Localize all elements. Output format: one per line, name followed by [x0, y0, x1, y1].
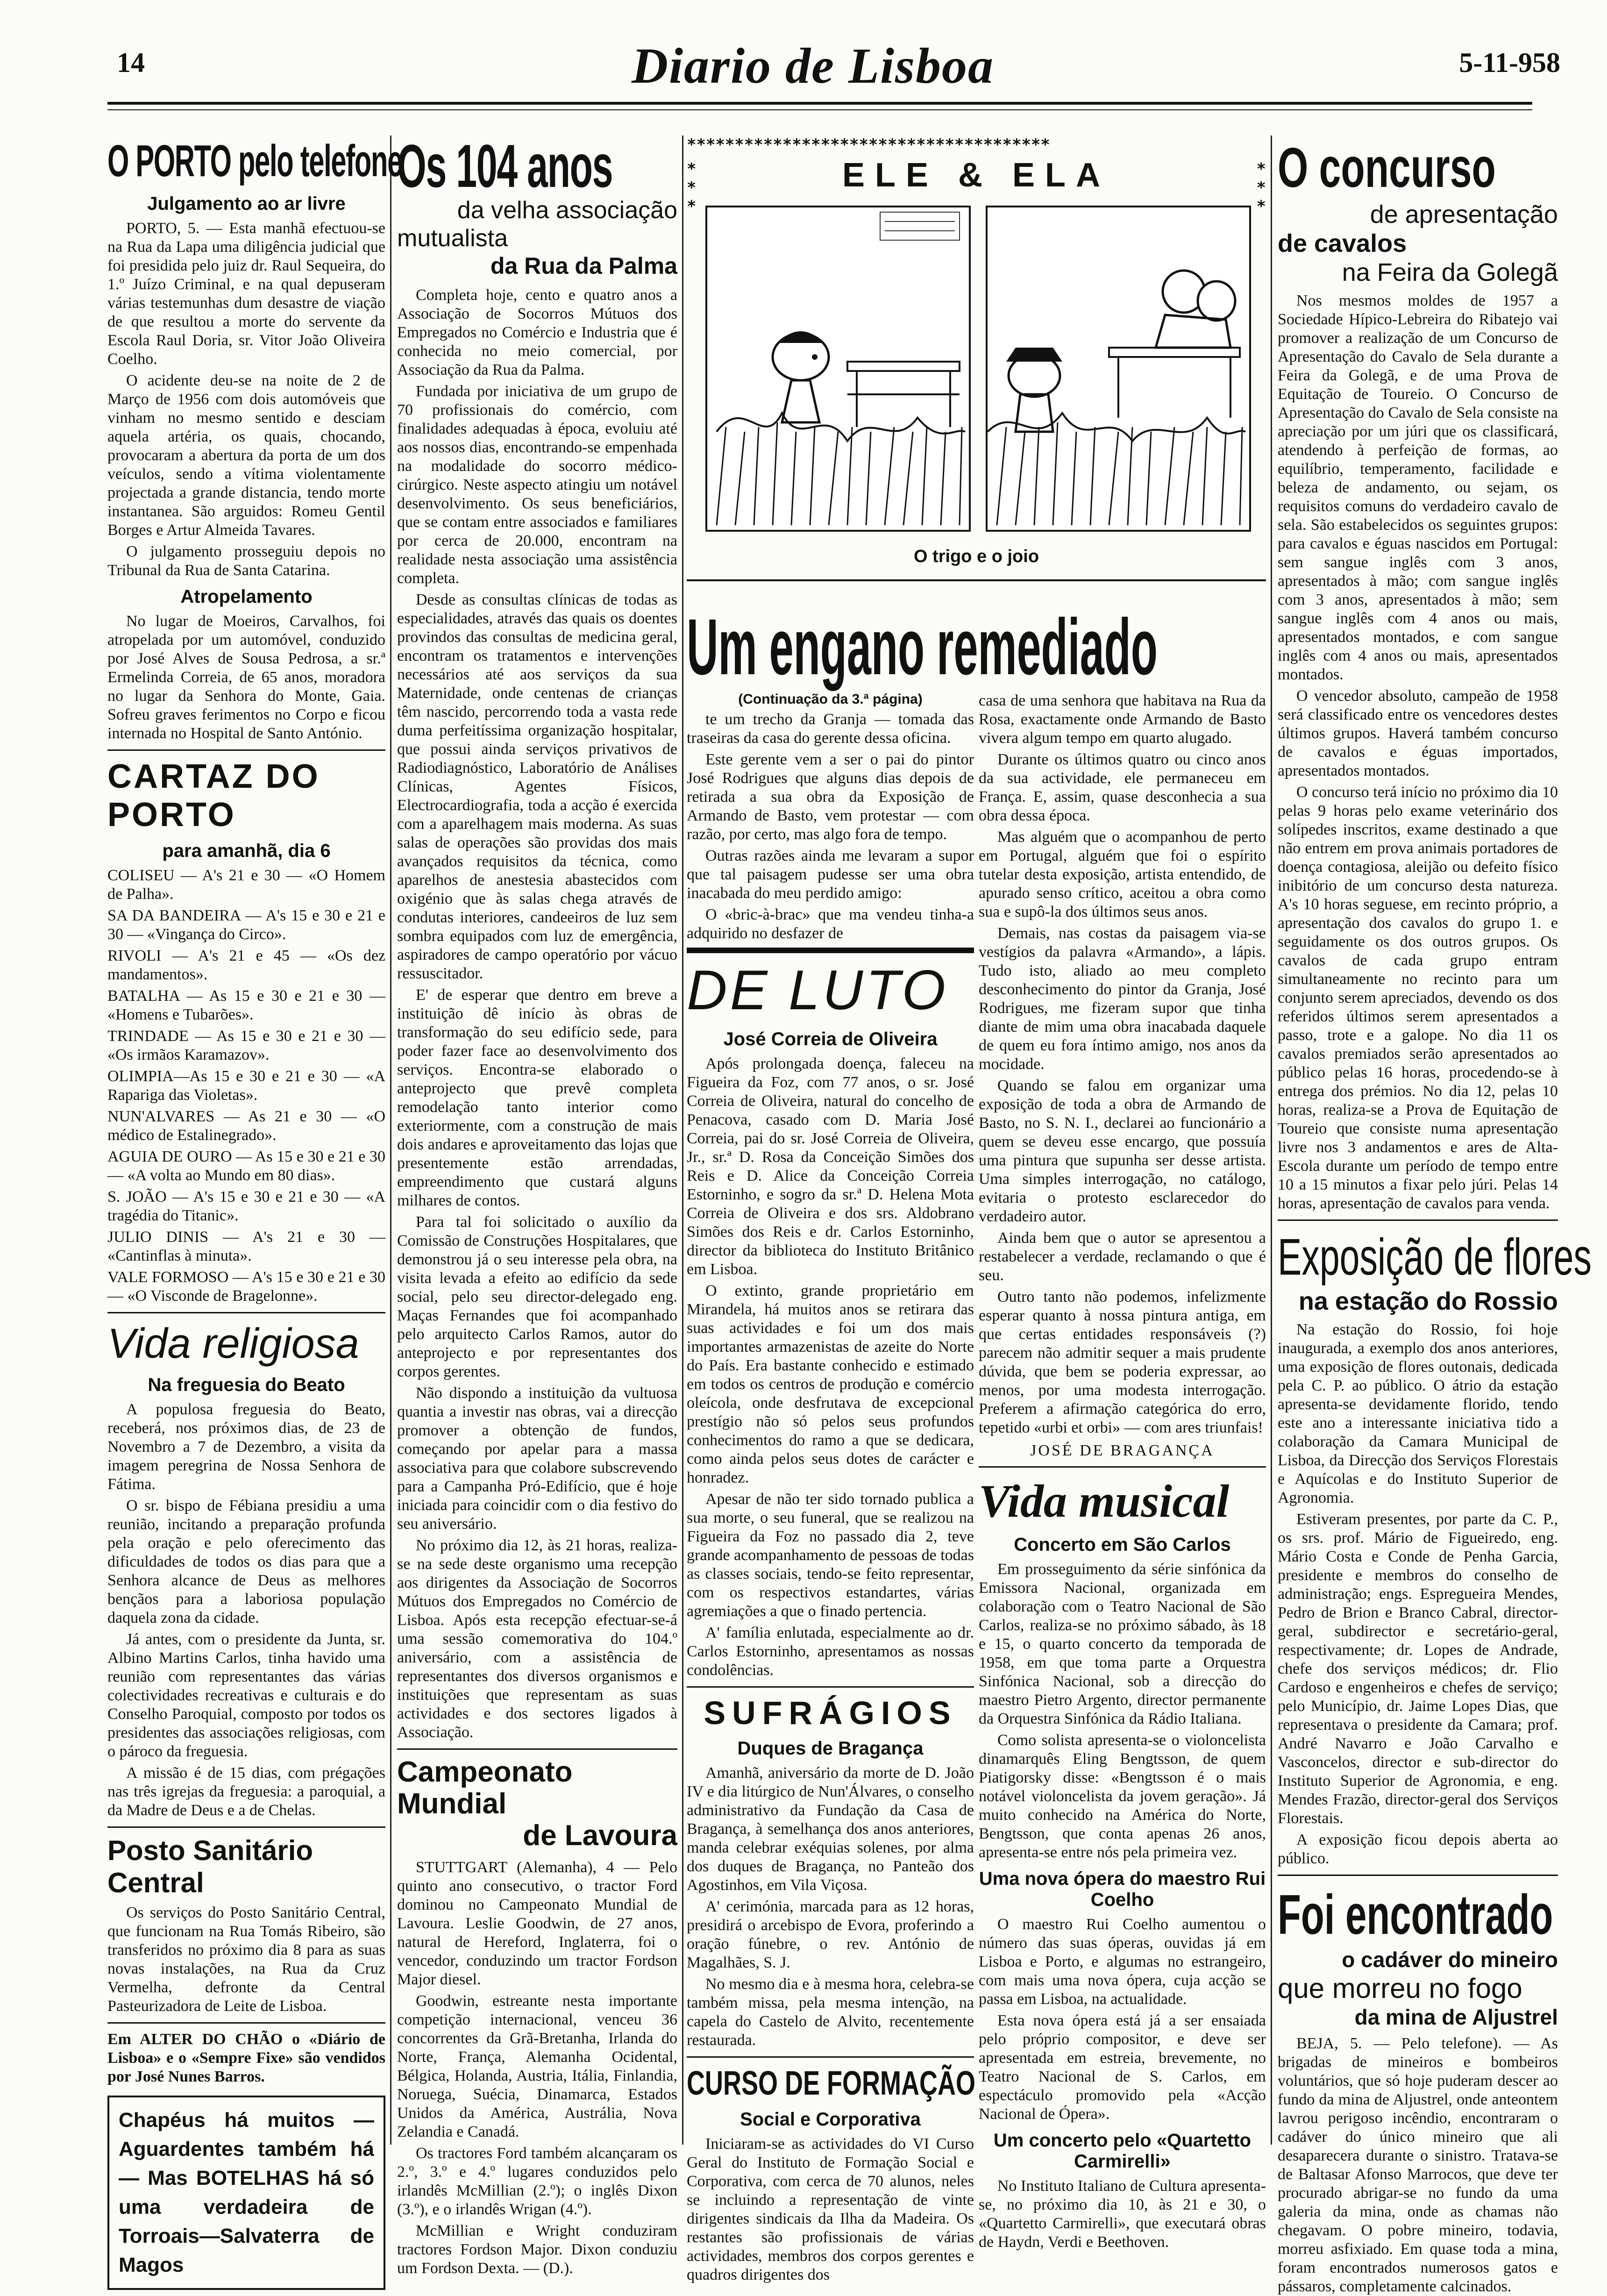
article-paragraph: Iniciaram-se as actividades do VI Curso Geral do Instituto de Formação Social e Corporativa, com cerca de 70 alunos, neles se incluindo a representação de vinte dirigentes sindicais da Ilha da Madeira. Os restantes são profissionais de várias actividades, membros dos corpos gerentes e quadros dirigentes dos	[687, 2135, 974, 2283]
article-paragraph: E' de esperar que dentro em breve a instituição dê início às obras de transformação do seu edifício sede, para poder fazer face ao desenvolvimento dos serviços. Encontra-se elaborado o anteprojecto que prevê completa remodelação tanto interior como exteriormente, com a construção de mais dois andares e aproveitamento das lojas que presentemente estão arrendadas, empreendimento que custará alguns milhares de contos.	[397, 986, 677, 1209]
article-paragraph: Na estação do Rossio, foi hoje inaugurada, a exemplo dos anos anteriores, uma exposição de flores outonais, dedicada pela C. P. ao público. O átrio da estação apresenta-se devidamente florido, tendo este ano a interessante iniciativa tido a colaboração da Camara Municipal de Lisboa, da Direcção dos Serviços Florestais e Aquícolas e do Instituto Superior de Agronomia.	[1278, 1321, 1558, 1506]
article-paragraph: Este gerente vem a ser o pai do pintor José Rodrigues que alguns dias depois de retirada a sua obra da Exposição de Armando de Basto, vem protestar — com razão, por certo, mas algo fora de tempo.	[687, 751, 974, 843]
subhead: que morreu no fogo	[1278, 1973, 1522, 2004]
subhead: na Feira da Golegã	[1342, 258, 1558, 286]
article-paragraph: Completa hoje, cento e quatro anos a Associação de Socorros Mútuos dos Empregados no Comércio e Industria que é conhecida no meio comercial, por Associação da Rua da Palma.	[397, 286, 677, 378]
section-divider	[107, 2022, 385, 2024]
subhead-quartetto: Um concerto pelo «Quartetto Carmirelli»	[993, 2130, 1251, 2172]
headline-campeonato-2: de Lavoura	[523, 1819, 677, 1852]
list-item: SA DA BANDEIRA — A's 15 e 30 e 21 e 30 — «Vingança do Circo».	[107, 907, 385, 943]
subhead-sao-carlos: Concerto em São Carlos	[1014, 1534, 1231, 1555]
column-rule	[682, 135, 683, 2145]
article-paragraph: Mas alguém que o acompanhou de perto em Portugal, alguém que foi o espírito tutelar desta exposição, artista entendido, de apurado senso crítico, aceitou a obra como sua e supô-la dos últimos seus anos.	[979, 828, 1266, 920]
section-divider	[107, 1312, 385, 1313]
article-paragraph: Quando se falou em organizar uma exposição de toda a obra de Armando de Basto, no S. N. I., declarei ao funcionário a quem se deveu esse encargo, que possuía uma pintura que supunha ser desse artista. Uma simples interrogação, no catálogo, evitaria o protesto esclarecedor do verdadeiro autor.	[979, 1077, 1266, 1225]
article-paragraph: No próximo dia 12, às 21 horas, realiza-se na sede deste organismo uma recepção aos dirigentes da Associação de Socorros Mútuos dos Empregados no Comércio de Lisboa. Após esta recepção efectuar-se-á uma sessão comemorativa do 104.º aniversário, com a assistência de representantes dos diversos organismos e instituições que representam as suas actividades e dos sectores ligados à Associação.	[397, 1537, 677, 1741]
article-paragraph: Estiveram presentes, por parte da C. P., os srs. prof. Mário de Figueiredo, eng. Mário Costa e Conde de Penha Garcia, presidente e membros do conselho de administração; engs. Espregueira Mendes, Pedro de Brion e Branco Cabral, director-geral, subdirector e secretário-geral, respectivamente; dr. Lopes de Andrade, chefe dos serviços médicos; dr. Flio Cardoso e engenheiros e chefes de serviço; pelo Município, dr. Jaime Lopes Dias, que representava o presidente da Camara; prof. André Navarro e João Carvalho e Vasconcelos, director e sub-director do Instituto Superior de Agronomia, e eng. Mendes Frazão, director-geral dos Serviços Florestais.	[1278, 1511, 1558, 1827]
subhead-curso: Social e Corporativa	[740, 2109, 921, 2130]
column-porto	[107, 135, 402, 2276]
article-paragraph: A populosa freguesia do Beato, receberá, nos próximos dias, de 23 de Novembro a 7 de Dezembro, a visita da imagem peregrina de Nossa Senhora de Fátima.	[107, 1401, 385, 1493]
subhead: de cavalos	[1278, 229, 1407, 257]
headline-campeonato: Campeonato Mundial	[397, 1756, 573, 1820]
article-paragraph: Durante os últimos quatro ou cinco anos da sua actividade, ele permaneceu em França. E, assim, quase desconhecia a sua obra dessa época.	[979, 751, 1266, 824]
column-musical	[979, 692, 1266, 2251]
article-paragraph: Nos mesmos moldes de 1957 a Sociedade Hípico-Lebreira do Ribatejo vai promover a realização de um Concurso de Apresentação do Cavalo de Sela durante a Feira da Golegã, e de uma Prova de Equitação de Toureio. O Concurso de Apresentação do Cavalo de Sela consiste na apreciação por um júri que os classificará, atendendo à perfeição de formas, ao equilíbrio, temperamento, facilidade e beleza de andamento, ou sejam, os requisitos comuns do verdadeiro cavalo de sela. São estabelecidos os seguintes grupos: para cavalos e éguas nascidos em Portugal: sem sangue inglês com 3 anos, apresentados à mão; com sangue inglês com 3 anos, apresentados à mão; sem sangue inglês com 4 anos ou mais, apresentados montados, e com sangue inglês com 4 anos ou mais, apresentados montados.	[1278, 292, 1558, 683]
headline-vida-religiosa: Vida religiosa	[107, 1320, 359, 1367]
subhead-julgamento: Julgamento ao ar livre	[147, 193, 346, 214]
article-paragraph: te um trecho da Granja — tomada das traseiras da casa do gerente dessa oficina.	[687, 711, 974, 747]
newspaper-name: Diario de Lisboa	[632, 38, 994, 94]
subhead: de apresentação	[1370, 200, 1558, 228]
article-paragraph: O vencedor absoluto, campeão de 1958 será classificado entre os vencedores destes últimos grupos. Haverá também concurso de cavalos e éguas importados, apresentados montados.	[1278, 687, 1558, 779]
article-paragraph: Fundada por iniciativa de um grupo de 70 profissionais do comércio, com finalidades adequadas à época, evoluiu até aos nossos dias, encontrando-se empenhada na modalidade do socorro médico-cirúrgico. Neste aspecto atingiu um notável desenvolvimento. Os seus beneficiários, que se contam entre associados e familiares por cerca de 20.000, encontram na realidade nesta associação uma assistência completa.	[397, 383, 677, 587]
subhead-luto: José Correia de Oliveira	[723, 1029, 938, 1049]
comic-panel-1	[705, 206, 971, 532]
article-paragraph: McMillian e Wright conduziram tractores Fordson Major. Dixon conduziu um Fordson Dexta. — (D.).	[397, 2222, 677, 2277]
page-number: 14	[117, 47, 145, 78]
subhead: mutualista	[397, 225, 508, 252]
subhead: da velha associação	[457, 197, 677, 224]
subhead-beato: Na freguesia do Beato	[148, 1375, 345, 1395]
section-divider	[687, 579, 1266, 581]
notice-alter: Em ALTER DO CHÃO o «Diário de Lisboa» e o «Sempre Fixe» são vendidos por José Nunes Barros.	[107, 2031, 385, 2085]
black-band	[687, 948, 974, 953]
list-item: JULIO DINIS — A's 21 e 30 — «Cantinflas à minuta».	[107, 1228, 385, 1264]
subhead: da Rua da Palma	[490, 253, 677, 279]
list-item: VALE FORMOSO — A's 15 e 30 e 21 e 30 — «O Visconde de Bragelonne».	[107, 1269, 385, 1305]
article-paragraph: A' família enlutada, especialmente ao dr. Carlos Estorninho, apresentamos as nossas condolências.	[687, 1624, 974, 1679]
article-paragraph: Os serviços do Posto Sanitário Central, que funcionam na Rua Tomás Ribeiro, são transferidos no próximo dia 8 para as suas novas instalações, na Rua da Cruz Vermelha, defronte da Central Pasteurizadora de Leite de Lisboa.	[107, 1904, 385, 2015]
subhead-cartaz: para amanhã, dia 6	[162, 841, 331, 861]
star-border: * * *	[1256, 160, 1266, 216]
masthead-rule	[107, 102, 1532, 105]
subhead: o cadáver do mineiro	[1342, 1947, 1558, 1972]
subhead: da mina de Aljustrel	[1354, 2005, 1558, 2029]
comic-drawing-1	[707, 207, 965, 526]
article-paragraph: STUTTGART (Alemanha), 4 — Pelo quinto ano consecutivo, o tractor Ford dominou no Campeonato Mundial de Lavoura. Leslie Goodwin, de 27 anos, natural de Hereford, Inglaterra, foi o vencedor, conduzindo um tractor Fordson Major diesel.	[397, 1859, 677, 1988]
article-paragraph: casa de uma senhora que habitava na Rua da Rosa, exactamente onde Armando de Basto vivera algum tempo em quarto alugado.	[979, 692, 1266, 747]
headline-exposicao: Exposição de flores	[1278, 1228, 1592, 1286]
continuation-note: (Continuação da 3.ª página)	[738, 692, 923, 707]
headline-luto: DE LUTO	[687, 959, 948, 1021]
headline-sufragios: SUFRÁGIOS	[704, 1695, 957, 1731]
subhead-opera: Uma nova ópera do maestro Rui Coelho	[979, 1868, 1266, 1910]
article-paragraph: O acidente deu-se na noite de 2 de Março de 1956 com dois automóveis que vinham no mesmo sentido e desciam aquela artéria, os quais, chocando, provocaram a abertura da porta de um dos veículos, sendo a vítima violentamente projectada a grande distancia, tendo morte instantanea. São arguidos: Romeu Gentil Borges e Artur Almeida Tavares.	[107, 372, 385, 539]
subhead-atropelamento: Atropelamento	[180, 586, 313, 607]
article-paragraph: Ainda bem que o autor se apresentou a restabelecer a verdade, reclamando o que é seu.	[979, 1229, 1266, 1284]
list-item: BATALHA — As 15 e 30 e 21 e 30 — «Homens e Tubarões».	[107, 987, 385, 1023]
headline-porto: O PORTO pelo telefone	[107, 136, 402, 186]
masthead-rule-thin	[107, 109, 1532, 110]
article-paragraph: Outro tanto não podemos, infelizmente esperar quanto à nossa pintura antiga, em que certas entidades responsáveis (?) parecem não admitir sequer a mais prudente dúvida, que bem se poderia expressar, ao menos, por uma modesta interrogação. Preferem a afirmação categórica do erro, tepetido «urbi et orbi» — com ares triunfais!	[979, 1288, 1266, 1436]
issue-date: 5-11-958	[1459, 47, 1560, 78]
section-divider	[1278, 1875, 1558, 1876]
section-divider	[687, 1686, 974, 1688]
article-paragraph: O concurso terá início no próximo dia 10 pelas 9 horas pelo exame veterinário dos solípedes inscritos, exame destinado a que não entrem em prova animais portadores de doença contagiosa, aleijão ou defeito físico inibitório de um concurso desta natureza. A's 10 horas seguese, em recinto próprio, a apresentação dos cavalos do grupo 1. e seguidamente os dos outros grupos. Os cavalos de cada grupo entram simultaneamente no recinto para um conjunto serem apreciados, devendo os dos referidos últimos serem apresentados a passo, trote e a galope. No dia 11 os cavalos premiados serão apresentados ao público pelas 16 horas, procedendo-se à entrega dos prémios. No dia 12, pelas 10 horas, realiza-se a Prova de Equitação de Toureio que consiste numa apresentação livre nos 3 andamentos e ares de Alta-Escola durante um período de tempo entre 10 a 15 minutos a fixar pelo júri. Pelas 14 horas, apresentação de cavalos para venda.	[1278, 784, 1558, 1212]
section-divider	[1278, 1219, 1558, 1221]
article-paragraph: No lugar de Moeiros, Carvalhos, foi atropelada por um automóvel, conduzido por José Alves de Sousa Pedrosa, a sr.ª Ermelinda Correia, de 65 anos, moradora no lugar da Senhora do Monte, Gaia. Sofreu graves ferimentos no Corpo e ficou internada no Hospital de Santo António.	[107, 613, 385, 742]
headline-concurso: O concurso	[1278, 136, 1496, 199]
article-paragraph: O «bric-à-brac» que ma vendeu tinha-a adquirido no desfazer de	[687, 906, 974, 942]
column-rule	[1271, 135, 1272, 2145]
column-rule	[390, 135, 391, 2145]
article-paragraph: A' cerimónia, marcada para as 12 horas, presidirá o arcebispo de Evora, proferindo a oração fúnebre, o rev. António de Magalhães, S. J.	[687, 1898, 974, 1971]
list-item: TRINDADE — As 15 e 30 e 21 e 30 — «Os irmãos Karamazov».	[107, 1027, 385, 1063]
star-border: * * *	[687, 160, 697, 216]
comic-caption: O trigo e o joio	[913, 547, 1039, 566]
article-paragraph: A missão é de 15 dias, com prégações nas três igrejas da freguesia: a paroquial, a da Madre de Deus e a de Chelas.	[107, 1764, 385, 1819]
headline-104-anos: Os 104 anos	[397, 132, 613, 200]
article-paragraph: No mesmo dia e à mesma hora, celebra-se também missa, pela mesma intenção, na capela do Castelo de Alvito, recentemente restaurada.	[687, 1975, 974, 2049]
list-item: OLIMPIA—As 15 e 30 e 21 e 30 — «A Rapariga das Violetas».	[107, 1068, 385, 1104]
list-item: NUN'ALVARES — As 21 e 30 — «O médico de Estalinegrado».	[107, 1108, 385, 1144]
author-signature: JOSÉ DE BRAGANÇA	[1030, 1442, 1215, 1459]
article-paragraph: PORTO, 5. — Esta manhã efectuou-se na Rua da Lapa uma diligência judicial que foi presidida pelo juiz dr. Raul Sequeira, do 1.º Juízo Criminal, e na qual depuseram várias testemunhas dum desastre de viação de que resultou a morte do servente da Escola Raul Doria, sr. Vitor João Oliveira Coelho.	[107, 220, 385, 368]
section-divider	[687, 2056, 974, 2058]
headline-engano-wrap	[687, 603, 1266, 692]
advertisement-box: Chapéus há muitos — Aguardentes também há — Mas BOTELHAS há só uma verdadeira de Torroais—Salvaterra de Magos	[107, 2096, 385, 2290]
section-divider	[107, 1826, 385, 1828]
article-paragraph: Desde as consultas clínicas de todas as especialidades, através das quais os doentes provindos das consultas de medicina geral, encontram os tratamentos e intervenções necessários até aos serviços da sua Maternidade, onde centenas de crianças têm nascido, percorrendo toda a vasta rede duma perfeitíssima organização hospitalar, que possui ainda serviços privativos de Radiodiagnóstico, Laboratório de Análises Clínicas, Agentes Físicos, Electrocardiografia, toda a acção é exercida com a aparelhagem mais moderna. As suas salas de operações são providas dos mais avançados requisitos da técnica, como aparelhos de anestesia abastecidos com oxigénio que às salas chega através de condutas interiores, candeeiros de luz sem sombra equipados com luz de emergência, aspiradores de campo operatório por vácuo ressuscitador.	[397, 591, 677, 982]
section-divider	[979, 1466, 1266, 1468]
comic-title: ELE & ELA	[842, 157, 1111, 194]
article-paragraph: Não dispondo a instituição da vultuosa quantia a investir nas obras, vai a direcção promover a obtenção de fundos, começando por apelar para a massa associativa para que colabore subscrevendo para a Campanha Pró-Edifício, que é hoje iniciada para coincidir com o dia festivo do seu aniversário.	[397, 1384, 677, 1533]
article-paragraph: Apesar de não ter sido tornado publica a sua morte, o seu funeral, que se realizou na Figueira da Foz no passado dia 2, teve grande acompanhamento de pessoas de todas as classes sociais, tendo-se feito representar, com os respectivos estandartes, várias agremiações a que o finado pertencia.	[687, 1490, 974, 1620]
article-paragraph: O maestro Rui Coelho aumentou o número das suas óperas, ouvidas já em Lisboa e Porto, e algumas no estrangeiro, com mais uma nova ópera, cuja acção se passa em Lisboa, na actualidade.	[979, 1916, 1266, 2008]
article-paragraph: Demais, nas costas da paisagem via-se vestígios da palavra «Armando», a lápis. Tudo isto, aliado ao meu completo desconhecimento do pintor da Granja, José Rodrigues, me fizeram supor que tinha diante de mim uma obra inacabada daquele de quem eu fora íntimo amigo, nos anos da mocidade.	[979, 925, 1266, 1073]
article-paragraph: Outras razões ainda me levaram a supor que tal paisagem pudesse ser uma obra inacabada do meu perdido amigo:	[687, 847, 974, 902]
headline-vida-musical: Vida musical	[979, 1475, 1230, 1527]
article-paragraph: Esta nova ópera está já a ser ensaiada pelo próprio compositor, e deve ser apresentada em estreia, brevemente, no Teatro Nacional de S. Carlos, em espectáculo promovido pela «Acção Nacional de Ópera».	[979, 2012, 1266, 2123]
comic-panel-2	[986, 206, 1251, 532]
headline-foi-encontrado: Foi encontrado	[1278, 1883, 1553, 1946]
column-104-anos	[397, 132, 677, 2277]
article-paragraph: Amanhã, aniversário da morte de D. João IV e dia litúrgico de Nun'Álvares, o conselho administrativo da Fundação da Casa de Bragança, à semelhança dos anos anteriores, manda celebrar exéquias solenes, por alma dos duques de Bragança, no Panteão dos Agostinhos, em Vila Viçosa.	[687, 1764, 974, 1894]
column-luto	[687, 692, 975, 2283]
section-divider	[107, 749, 385, 751]
article-paragraph: BEJA, 5. — Pelo telefone). — As brigadas de mineiros e bombeiros voluntários, que só hoje puderam descer ao fundo da mina de Aljustrel, onde anteontem lavrou perigoso incêndio, encontraram o cadáver do único mineiro que ali desaparecera durante o sinistro. Tratava-se de Baltasar Afonso Marrocos, que deve ter procurado abrigar-se no fundo da uma galeria da mina, onde as chamas não chegavam. O pobre mineiro, todavia, morreu asfixiado. Em quase toda a mina, foram encontrados numerosos gatos e pássaros, completamente calcinados.	[1278, 2035, 1558, 2295]
subhead: na estação do Rossio	[1298, 1287, 1558, 1315]
list-item: S. JOÃO — A's 15 e 30 e 21 e 30 — «A tragédia do Titanic».	[107, 1188, 385, 1224]
comic-strip	[687, 135, 1266, 603]
article-paragraph: No Instituto Italiano de Cultura apresenta-se, no próximo dia 10, às 21 e 30, o «Quartetto Carmirelli», que executará obras de Haydn, Verdi e Beethoven.	[979, 2177, 1266, 2251]
list-item: RIVOLI — A's 21 e 45 — «Os dez mandamentos».	[107, 947, 385, 983]
article-paragraph: Já antes, com o presidente da Junta, sr. Albino Martins Carlos, tinha havido uma reunião com representantes das várias colectividades recreativas e culturais e do Conselho Paroquial, composto por todos os presidentes das associações religiosas, com o pároco da freguesia.	[107, 1631, 385, 1760]
article-paragraph: O sr. bispo de Fébiana presidiu a uma reunião, incitando a preparação profunda pela oração e pelo oferecimento das dificuldades de todos os dias para que a Senhora alcance de Deus as melhores bençãos para a laboriosa população daquela zona da cidade.	[107, 1497, 385, 1626]
list-item: COLISEU — A's 21 e 30 — «O Homem de Palha».	[107, 867, 385, 903]
article-paragraph: Como solista apresenta-se o violoncelista dinamarquês Eling Bengtsson, de quem Piatigorsky disse: «Bengtsson é o mais notável violoncelista da jovem geração». Já muito conhecido na América do Norte, Bengtsson, que conta apenas 26 anos, apresenta-se entre nós pela primeira vez.	[979, 1732, 1266, 1861]
headline-cartaz: CARTAZ DO PORTO	[107, 758, 320, 834]
headline-posto: Posto Sanitário Central	[107, 1835, 313, 1898]
column-concurso	[1278, 135, 1592, 2295]
section-divider	[397, 1748, 677, 1750]
article-paragraph: A exposição ficou depois aberta ao público.	[1278, 1831, 1558, 1867]
star-border: **************************************	[687, 135, 1050, 154]
article-paragraph: Em prosseguimento da série sinfónica da Emissora Nacional, organizada em colaboração com o Teatro Nacional de São Carlos, realiza-se no próximo sábado, às 18 e 15, o quarto concerto da temporada de 1958, em que toma parte a Orquestra Sinfónica Nacional, sob a direcção do maestro Pietro Argento, director permanente da Orquestra Sinfónica da Rádio Italiana.	[979, 1561, 1266, 1727]
comic-drawing-2	[988, 207, 1245, 526]
subhead-braganca: Duques de Bragança	[737, 1738, 924, 1759]
article-paragraph: Para tal foi solicitado o auxílio da Comissão de Construções Hospitalares, que demonstrou já o seu interesse pela obra, na visita levada a efeito ao edifício da sede social, pelo seu director-delegado eng. Maças Fernandes que foi acompanhado pelo arquitecto Carlos Ramos, autor do anteprojecto e por representantes dos corpos gerentes.	[397, 1213, 677, 1380]
article-paragraph: Após prolongada doença, faleceu na Figueira da Foz, com 77 anos, o sr. José Correia de Oliveira, natural do concelho de Penacova, casado com D. Maria José Correia, pai do sr. José Correia de Oliveira, Jr., sr.ª D. Rosa da Conceição Simões dos Reis e D. Alice da Conceição Correia Estorninho, e sogro da sr.ª D. Helena Mota Correia de Oliveira e dos srs. Aldobrano Simões dos Reis e dr. Carlos Estorninho, director da biblioteca do Instituto Britânico em Lisboa.	[687, 1055, 974, 1278]
masthead	[56, 28, 1570, 107]
article-paragraph: Os tractores Ford também alcançaram os 2.º, 3.º e 4.º lugares conduzidos pelo irlandês McMillian (2.º); o inglês Dixon (3.º), e o irlandês Wrigan (4.º).	[397, 2145, 677, 2218]
article-paragraph: O extinto, grande proprietário em Mirandela, há muitos anos se retirara das suas actividades e foi um dos mais importantes armazenistas de azeite do Norte do País. Era bastante conhecido e estimado em todos os centros de produção e comércio oleícola, onde desfrutava de excepcional prestígio não só pelos seus profundos conhecimentos do ramo a que se dedicara, como ainda pelos seus dotes de carácter e honradez.	[687, 1282, 974, 1486]
headline-engano: Um engano remediado	[687, 603, 1158, 692]
article-paragraph: Goodwin, estreante nesta importante competição internacional, venceu 36 concorrentes da Grã-Bretanha, Irlanda do Norte, França, Alemanha Ocidental, Bélgica, Holanda, Austria, Itália, Finlandia, Noruega, Suécia, Dinamarca, Estados Unidos da América, Austrália, Nova Zelandia e Canadá.	[397, 1992, 677, 2140]
list-item: AGUIA DE OURO — As 15 e 30 e 21 e 30 — «A volta ao Mundo em 80 dias».	[107, 1148, 385, 1184]
article-paragraph: O julgamento prosseguiu depois no Tribunal da Rua de Santa Catarina.	[107, 543, 385, 579]
headline-curso: CURSO DE FORMAÇÃO	[687, 2065, 975, 2102]
